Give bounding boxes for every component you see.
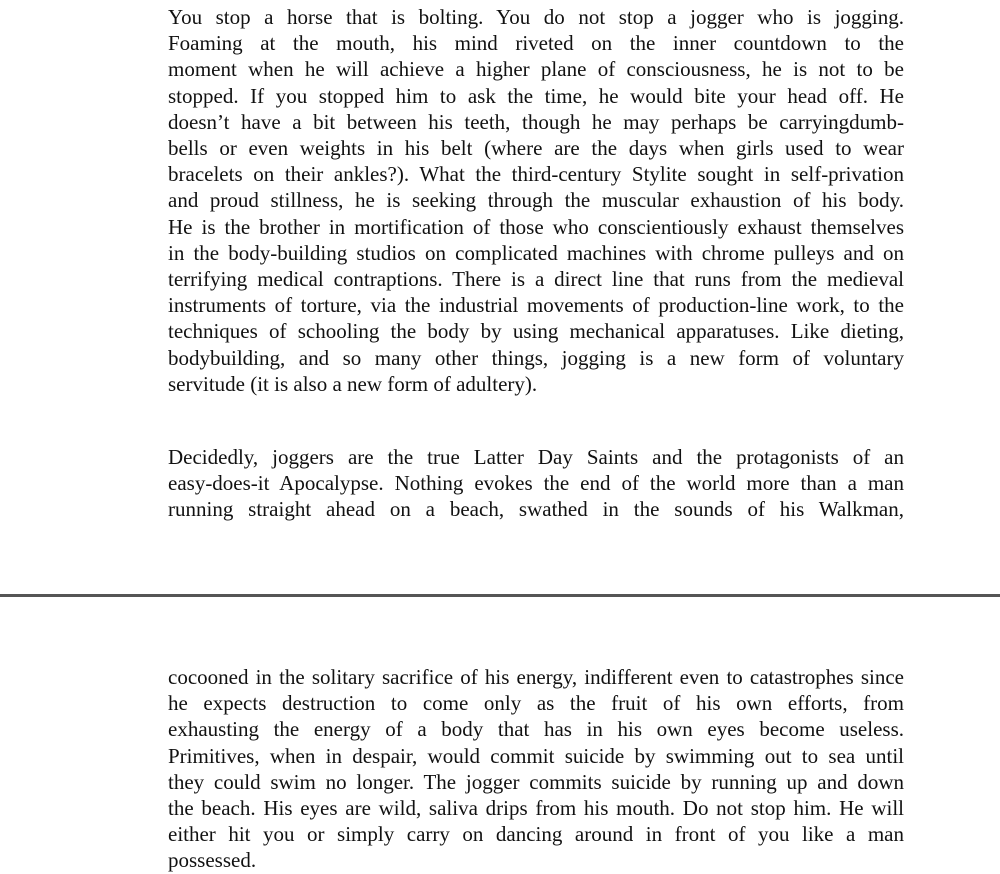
text-line: You stop a horse that is bolting. You do not stop a jogger who is jogging. [168,5,904,29]
text-line: Decidedly, joggers are the true Latter Day Saints and the protagonists of an [168,445,904,469]
text-line: bodybuilding, and so many other things, jogging is a new form of voluntary [168,345,904,370]
text-line: either hit you or simply carry on dancing around in front of you like a man [168,822,904,847]
text-line: they could swim no longer. The jogger commits suicide by running up and down [168,769,904,794]
text-line: easy-does-it Apocalypse. Nothing evokes the end of the world more than a man [168,471,904,496]
text-line: he expects destruction to come only as the fruit of his own efforts, from [168,691,904,716]
page-break-divider [0,594,1000,597]
page1-paragraph-1 [168,4,904,397]
text-line: Primitives, when in despair, would commit suicide by swimming out to sea until [168,743,904,768]
text-line: stopped. If you stopped him to ask the time, he would bite your head off. He [168,83,904,108]
text-line: cocooned in the solitary sacrifice of his energy, indifferent even to catastrophes since [168,665,904,689]
page1-paragraph-2 [168,444,904,523]
text-line: possessed. [168,848,257,873]
text-line: running straight ahead on a beach, swathed in the sounds of his Walkman, [168,497,904,522]
text-line: in the body-building studios on complicated machines with chrome pulleys and on [168,240,904,265]
text-line: bracelets on their ankles?). What the third-century Stylite sought in self-privation [168,162,904,187]
text-line: servitude (it is also a new form of adultery). [168,371,538,396]
text-line: the beach. His eyes are wild, saliva drips from his mouth. Do not stop him. He will [168,796,904,821]
text-line: He is the brother in mortification of those who conscientiously exhaust themselves [168,214,904,239]
text-line: techniques of schooling the body by using mechanical apparatuses. Like dieting, [168,319,904,344]
text-line: doesn’t have a bit between his teeth, though he may perhaps be carryingdumb- [168,109,904,134]
text-line: bells or even weights in his belt (where are the days when girls used to wear [168,136,904,161]
text-line: terrifying medical contraptions. There is a direct line that runs from the medieval [168,267,904,292]
text-line: moment when he will achieve a higher plane of consciousness, he is not to be [168,57,904,82]
text-line: instruments of torture, via the industrial movements of production-line work, to the [168,293,904,318]
page2-paragraph-1 [168,664,904,874]
text-line: and proud stillness, he is seeking through the muscular exhaustion of his body. [168,188,904,213]
text-line: exhausting the energy of a body that has in his own eyes become useless. [168,717,904,742]
text-line: Foaming at the mouth, his mind riveted on the inner countdown to the [168,31,904,56]
